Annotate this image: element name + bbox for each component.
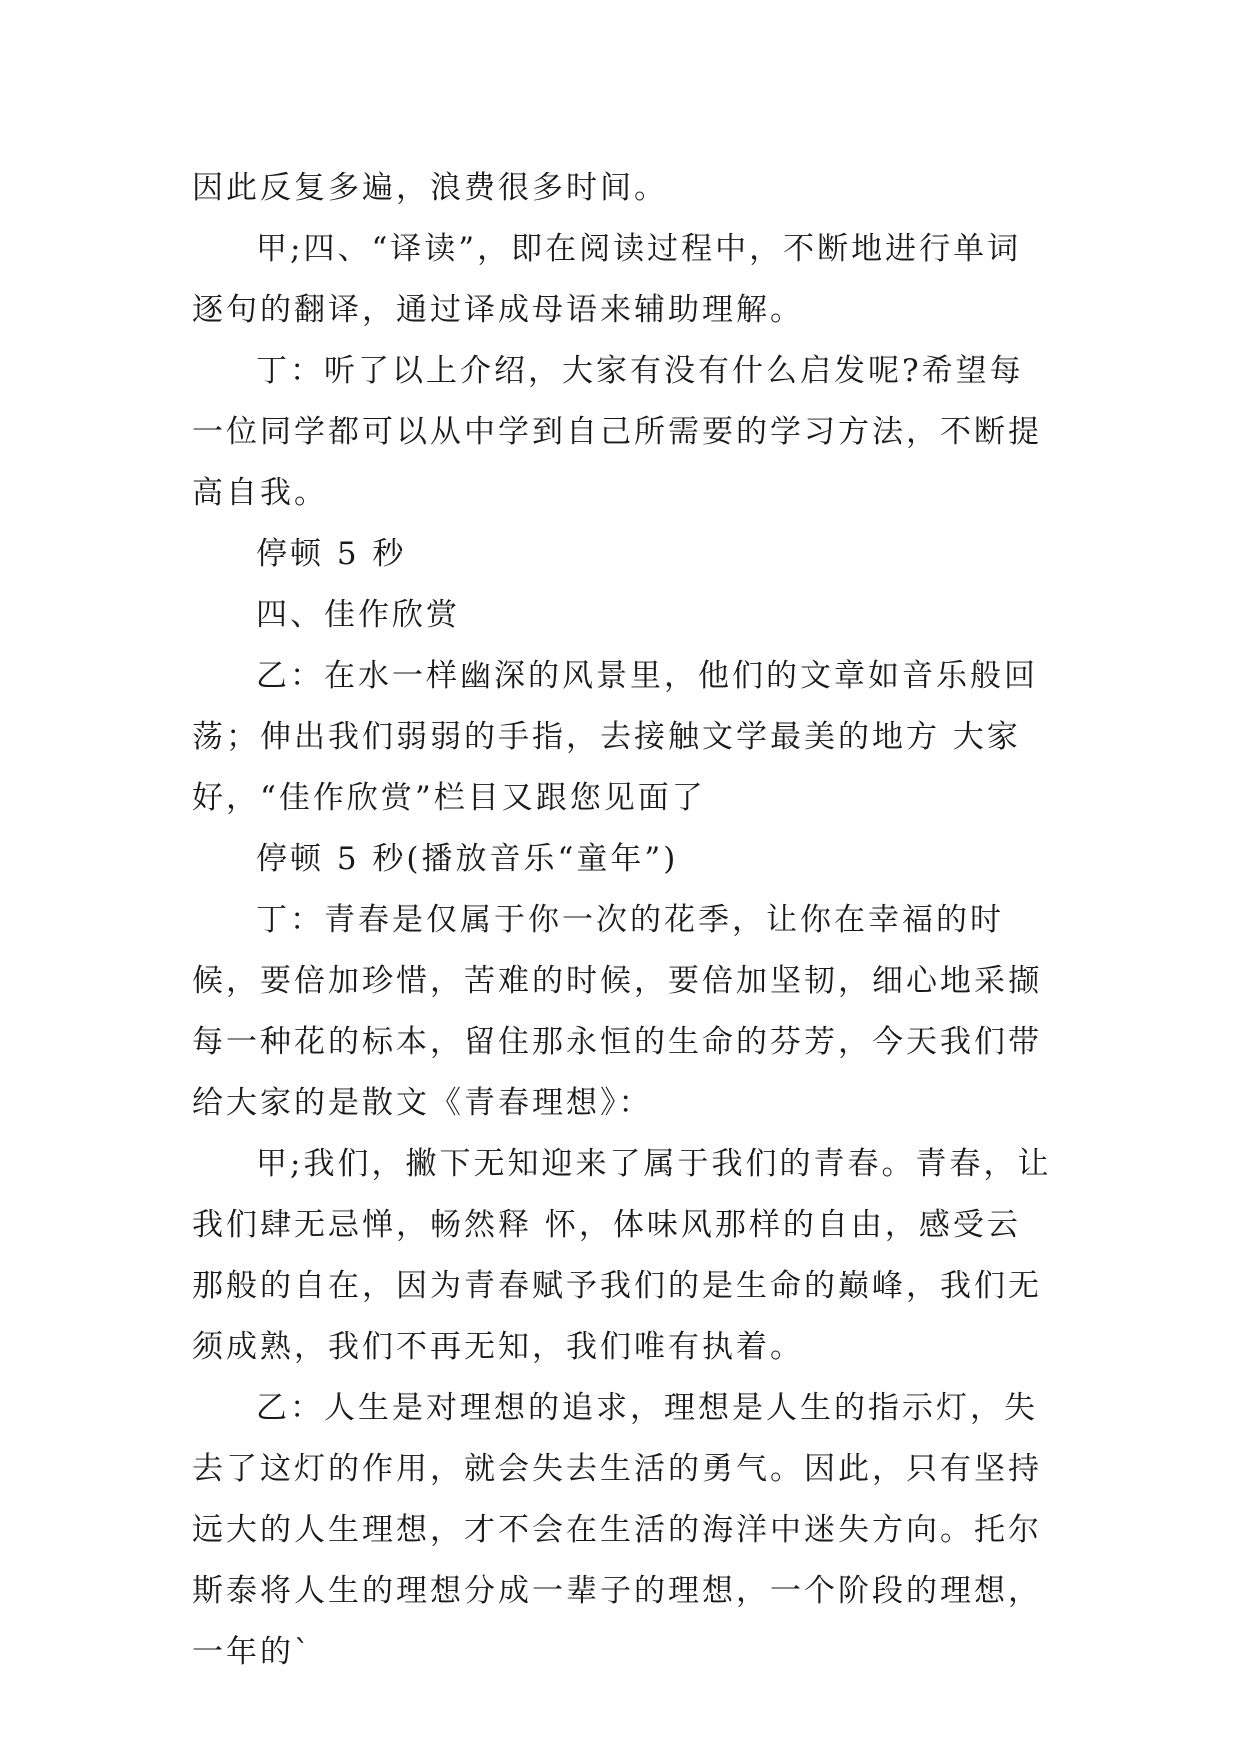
paragraph-1: 因此反复多遍，浪费很多时间。 xyxy=(192,170,668,206)
paragraph-4: 停顿 5 秒 xyxy=(256,536,407,572)
paragraph-10: 乙：人生是对理想的追求，理想是人生的指示灯，失去了这灯的作用，就会失去生活的勇气。因此，只有坚持远大的人生理想，才不会在生活的海洋中迷失方向。托尔斯泰将人生的理想分成一辈子的理想，一个阶段的理想，一年的` xyxy=(192,1390,1042,1670)
paragraph-9: 甲;我们，撇下无知迎来了属于我们的青春。青春，让我们肆无忌惮，畅然释 怀，体味风那样的自由，感受云那般的自在，因为青春赋予我们的是生命的巅峰，我们无须成熟，我们不再无知，我们唯有执着。 xyxy=(192,1146,1052,1365)
document-body xyxy=(192,158,1054,1683)
paragraph-7: 停顿 5 秒(播放音乐“童年”) xyxy=(256,841,679,877)
paragraph-6: 乙：在水一样幽深的风景里，他们的文章如音乐般回荡；伸出我们弱弱的手指，去接触文学最美的地方 大家好，“佳作欣赏”栏目又跟您见面了 xyxy=(192,658,1038,816)
paragraph-2: 甲;四、“译读”，即在阅读过程中，不断地进行单词逐句的翻译，通过译成母语来辅助理解。 xyxy=(192,231,1022,328)
section-heading: 四、佳作欣赏 xyxy=(256,597,460,633)
paragraph-8: 丁：青春是仅属于你一次的花季，让你在幸福的时候，要倍加珍惜，苦难的时候，要倍加坚韧，细心地采撷每一种花的标本，留住那永恒的生命的芬芳，今天我们带给大家的是散文《青春理想》： xyxy=(192,902,1042,1121)
paragraph-3: 丁：听了以上介绍，大家有没有什么启发呢?希望每一位同学都可以从中学到自己所需要的学习方法，不断提高自我。 xyxy=(192,353,1042,511)
